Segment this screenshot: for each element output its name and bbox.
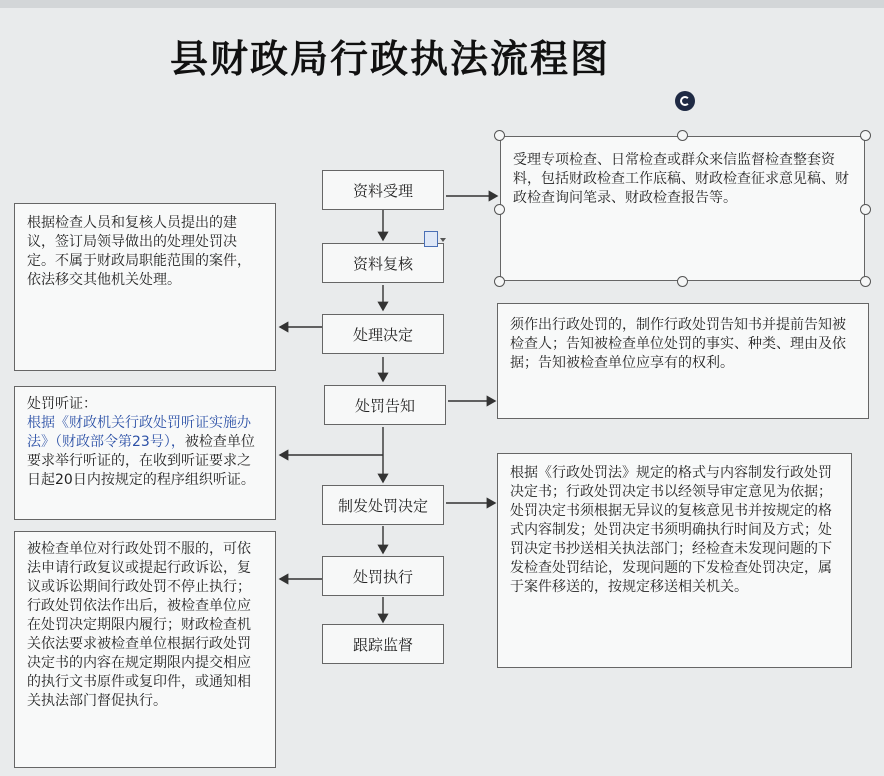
resize-handle-s[interactable]: [677, 276, 688, 287]
step-accept[interactable]: 资料受理: [322, 170, 444, 210]
note-notify[interactable]: 须作出行政处罚的，制作行政处罚告知书并提前告知被检查人；告知被检查单位处罚的事实、种类、理由及依据；告知被检查单位应享有的权利。: [497, 303, 869, 419]
note-issue[interactable]: 根据《行政处罚法》规定的格式与内容制发行政处罚决定书；行政处罚决定书以经领导审定意见为依据；处罚决定书须根据无异议的复核意见书并按规定的格式内容制发；处罚决定书须明确执行时间及方式；处罚决定书抄送相关执法部门；经检查未发现问题的下发检查处罚结论，发现问题的下发检查处罚决定，属于案件移送的，按规定移送相关机关。: [497, 453, 852, 668]
rotate-handle-icon[interactable]: [675, 91, 695, 111]
page-title: 县财政局行政执法流程图: [170, 36, 611, 81]
resize-handle-w[interactable]: [494, 204, 505, 215]
note-execute[interactable]: 被检查单位对行政处罚不服的，可依法申请行政复议或提起行政诉讼，复议或诉讼期间行政处罚不停止执行；行政处罚依法作出后，被检查单位应在处罚决定期限内履行；财政检查机关依法要求被检查单位根据行政处罚决定书的内容在规定期限内提交相应的执行文书原件或复印件，或通知相关执法部门督促执行。: [14, 531, 276, 768]
resize-handle-se[interactable]: [860, 276, 871, 287]
step-issue[interactable]: 制发处罚决定: [322, 485, 444, 525]
hearing-reference: 根据《财政机关行政处罚听证实施办法》（财政部令第23号），: [27, 415, 251, 450]
hearing-body: 被检查单位要求举行听证的，在收到听证要求之日起20日内按规定的程序组织听证。: [27, 434, 255, 488]
step-execute[interactable]: 处罚执行: [322, 556, 444, 596]
step-supervise[interactable]: 跟踪监督: [322, 624, 444, 664]
step-review[interactable]: 资料复核: [322, 243, 444, 283]
note-decision[interactable]: 根据检查人员和复核人员提出的建议，签订局领导做出的处理处罚决定。不属于财政局职能范围的案件，依法移交其他机关处理。: [14, 203, 276, 371]
resize-handle-sw[interactable]: [494, 276, 505, 287]
hearing-title: 处罚听证：: [27, 396, 97, 412]
note-hearing[interactable]: [14, 386, 276, 520]
note-accept[interactable]: 受理专项检查、日常检查或群众来信监督检查整套资料，包括财政检查工作底稿、财政检查征求意见稿、财政检查询问笔录、财政检查报告等。: [500, 136, 865, 281]
step-decision[interactable]: 处理决定: [322, 314, 444, 354]
resize-handle-ne[interactable]: [860, 130, 871, 141]
resize-handle-n[interactable]: [677, 130, 688, 141]
resize-handle-nw[interactable]: [494, 130, 505, 141]
step-notify[interactable]: 处罚告知: [324, 385, 446, 425]
paste-options-icon[interactable]: [424, 231, 438, 247]
resize-handle-e[interactable]: [860, 204, 871, 215]
